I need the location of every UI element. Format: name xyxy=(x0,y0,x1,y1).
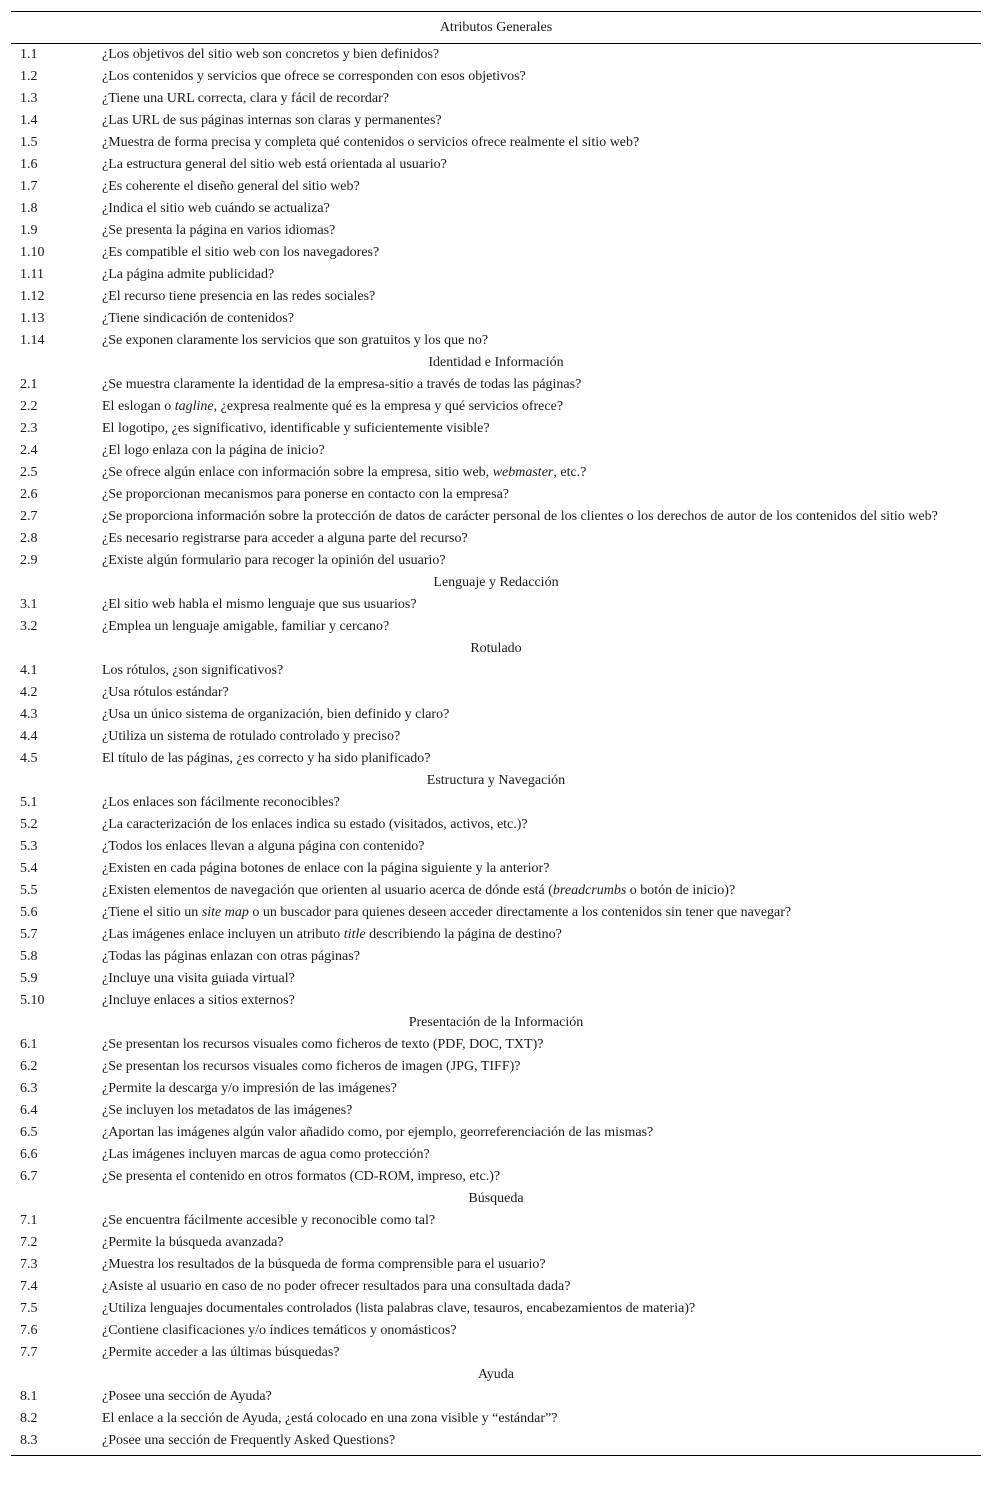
item-question xyxy=(102,111,981,131)
item-number: 1.13 xyxy=(20,311,45,326)
item-number: 2.9 xyxy=(20,553,38,568)
section-title: Rotulado xyxy=(470,641,522,656)
item-number: 1.12 xyxy=(20,289,45,304)
table-row xyxy=(11,286,981,308)
question-text: o un buscador para quienes deseen acceder directamente a los contenidos sin tener que navegar? xyxy=(248,905,792,920)
item-question xyxy=(102,1321,981,1341)
question-text: ¿Se ofrece algún enlace con información sobre la empresa, sitio web, xyxy=(102,465,493,480)
table-row xyxy=(11,1408,981,1430)
section-title: Identidad e Información xyxy=(428,355,564,370)
table-row xyxy=(11,1122,981,1144)
table-row xyxy=(11,110,981,132)
table-row xyxy=(11,66,981,88)
question-term: breadcrumbs xyxy=(552,883,627,898)
question-text: ¿Tiene sindicación de contenidos? xyxy=(102,311,294,326)
question-text: ¿Contiene clasificaciones y/o índices temáticos y onomásticos? xyxy=(102,1323,457,1338)
question-text: ¿Usa un único sistema de organización, bien definido y claro? xyxy=(102,707,450,722)
item-number: 6.3 xyxy=(20,1081,38,1096)
item-question xyxy=(102,617,981,637)
table-row xyxy=(11,1078,981,1100)
item-question xyxy=(102,1211,981,1231)
question-text: ¿Se proporcionan mecanismos para ponerse en contacto con la empresa? xyxy=(102,487,509,502)
item-number: 6.2 xyxy=(20,1059,38,1074)
question-text: ¿Las imágenes enlace incluyen un atributo xyxy=(102,927,344,942)
item-number: 3.1 xyxy=(20,597,38,612)
item-question xyxy=(102,991,981,1011)
item-question xyxy=(102,1101,981,1121)
table-row xyxy=(11,396,981,418)
table-row xyxy=(11,418,981,440)
item-number: 6.1 xyxy=(20,1037,38,1052)
item-number: 6.7 xyxy=(20,1169,38,1184)
item-question xyxy=(102,265,981,285)
item-question xyxy=(102,727,981,747)
question-text: El enlace a la sección de Ayuda, ¿está colocado en una zona visible y “estándar”? xyxy=(102,1411,558,1426)
item-number: 1.6 xyxy=(20,157,38,172)
item-number: 8.1 xyxy=(20,1389,38,1404)
question-term: site map xyxy=(201,905,249,920)
question-text: ¿Tiene una URL correcta, clara y fácil de recordar? xyxy=(102,91,389,106)
question-text: ¿Utiliza lenguajes documentales controlados (lista palabras clave, tesauros, encabezamientos de materia)? xyxy=(102,1301,696,1316)
item-question xyxy=(102,903,981,923)
question-text: El título de las páginas, ¿es correcto y ha sido planificado? xyxy=(102,751,431,766)
table-row xyxy=(11,198,981,220)
section-title: Lenguaje y Redacción xyxy=(433,575,559,590)
item-question xyxy=(102,309,981,329)
item-question xyxy=(102,199,981,219)
question-text: ¿Se presentan los recursos visuales como ficheros de texto (PDF, DOC, TXT)? xyxy=(102,1037,544,1052)
table-row xyxy=(11,704,981,726)
table-row xyxy=(11,220,981,242)
question-text: , ¿expresa realmente qué es la empresa y qué servicios ofrece? xyxy=(213,399,564,414)
item-question xyxy=(102,1145,981,1165)
question-text: ¿La estructura general del sitio web está orientada al usuario? xyxy=(102,157,447,172)
question-text: ¿Las URL de sus páginas internas son claras y permanentes? xyxy=(102,113,442,128)
item-question xyxy=(102,1057,981,1077)
table-row xyxy=(11,88,981,110)
item-number: 5.6 xyxy=(20,905,38,920)
item-question xyxy=(102,397,981,417)
question-text: ¿Es necesario registrarse para acceder a alguna parte del recurso? xyxy=(102,531,468,546)
table-row xyxy=(11,682,981,704)
item-number: 1.8 xyxy=(20,201,38,216)
item-question xyxy=(102,1343,981,1363)
item-question xyxy=(102,661,981,681)
section-title: Ayuda xyxy=(477,1367,515,1382)
item-question xyxy=(102,529,981,549)
item-number: 4.1 xyxy=(20,663,38,678)
section-title: Estructura y Navegación xyxy=(426,773,566,788)
table-row xyxy=(11,748,981,770)
question-text: ¿Es coherente el diseño general del sitio web? xyxy=(102,179,360,194)
table-row xyxy=(11,1144,981,1166)
question-text: ¿Asiste al usuario en caso de no poder ofrecer resultados para una consultada dada? xyxy=(102,1279,571,1294)
table-row xyxy=(11,528,981,550)
table-row xyxy=(11,506,981,528)
table-row xyxy=(11,836,981,858)
questionnaire-table xyxy=(11,11,981,1456)
table-row xyxy=(11,726,981,748)
question-text: ¿Tiene el sitio un xyxy=(102,905,202,920)
item-question xyxy=(102,441,981,461)
table-row xyxy=(11,132,981,154)
table-row xyxy=(11,1056,981,1078)
item-question xyxy=(102,1167,981,1187)
question-text: ¿Se presentan los recursos visuales como ficheros de imagen (JPG, TIFF)? xyxy=(102,1059,521,1074)
table-row xyxy=(11,902,981,924)
item-question xyxy=(102,969,981,989)
section-title: Presentación de la Información xyxy=(408,1015,584,1030)
table-body xyxy=(11,44,981,1455)
item-number: 7.4 xyxy=(20,1279,38,1294)
item-number: 6.6 xyxy=(20,1147,38,1162)
section-title: Búsqueda xyxy=(468,1191,524,1206)
item-question xyxy=(102,1233,981,1253)
item-number: 5.5 xyxy=(20,883,38,898)
item-number: 1.2 xyxy=(20,69,38,84)
item-number: 5.4 xyxy=(20,861,38,876)
question-text: ¿Los objetivos del sitio web son concretos y bien definidos? xyxy=(102,47,440,62)
item-question xyxy=(102,67,981,87)
item-number: 1.14 xyxy=(20,333,45,348)
table-row xyxy=(11,880,981,902)
question-term: webmaster xyxy=(492,465,554,480)
table-row xyxy=(11,176,981,198)
table-row xyxy=(11,1034,981,1056)
table-row xyxy=(11,1210,981,1232)
question-text: describiendo la página de destino? xyxy=(365,927,562,942)
item-number: 2.6 xyxy=(20,487,38,502)
table-row xyxy=(11,1430,981,1455)
question-text: ¿Existen en cada página botones de enlace con la página siguiente y la anterior? xyxy=(102,861,550,876)
item-number: 1.9 xyxy=(20,223,38,238)
question-text: o botón de inicio)? xyxy=(626,883,736,898)
item-question xyxy=(102,793,981,813)
table-row xyxy=(11,1232,981,1254)
item-number: 2.3 xyxy=(20,421,38,436)
item-question xyxy=(102,925,981,945)
question-text: ¿Se incluyen los metadatos de las imágenes? xyxy=(102,1103,353,1118)
question-text: ¿Se exponen claramente los servicios que son gratuitos y los que no? xyxy=(102,333,489,348)
table-row xyxy=(11,374,981,396)
item-number: 5.1 xyxy=(20,795,38,810)
item-question xyxy=(102,1277,981,1297)
bottom-rule xyxy=(11,1455,981,1456)
table-row xyxy=(11,990,981,1012)
table-row xyxy=(11,330,981,352)
question-text: ¿Posee una sección de Ayuda? xyxy=(102,1389,272,1404)
item-question xyxy=(102,287,981,307)
item-number: 4.3 xyxy=(20,707,38,722)
question-text: ¿Posee una sección de Frequently Asked Questions? xyxy=(102,1433,396,1448)
item-question xyxy=(102,947,981,967)
table-row xyxy=(11,594,981,616)
item-question xyxy=(102,1123,981,1143)
item-question xyxy=(102,1255,981,1275)
item-question xyxy=(102,595,981,615)
question-text: ¿La página admite publicidad? xyxy=(102,267,275,282)
question-text: ¿Se presenta la página en varios idiomas? xyxy=(102,223,336,238)
question-text: Los rótulos, ¿son significativos? xyxy=(102,663,284,678)
question-text: ¿Muestra de forma precisa y completa qué contenidos o servicios ofrece realmente el sitio web? xyxy=(102,135,640,150)
question-text: ¿Incluye enlaces a sitios externos? xyxy=(102,993,295,1008)
item-number: 1.3 xyxy=(20,91,38,106)
question-text: El logotipo, ¿es significativo, identificable y suficientemente visible? xyxy=(102,421,490,436)
question-text: ¿El recurso tiene presencia en las redes sociales? xyxy=(102,289,376,304)
item-question xyxy=(102,1409,981,1429)
table-row xyxy=(11,1254,981,1276)
item-question xyxy=(102,815,981,835)
item-question xyxy=(102,1299,981,1319)
item-question xyxy=(102,705,981,725)
table-row xyxy=(11,924,981,946)
table-row xyxy=(11,616,981,638)
question-text: ¿El sitio web habla el mismo lenguaje que sus usuarios? xyxy=(102,597,417,612)
item-question xyxy=(102,375,981,395)
item-number: 6.5 xyxy=(20,1125,38,1140)
question-text: ¿Aportan las imágenes algún valor añadido como, por ejemplo, georreferenciación de las mismas? xyxy=(102,1125,654,1140)
question-text: ¿Los enlaces son fácilmente reconocibles? xyxy=(102,795,340,810)
table-row xyxy=(11,550,981,572)
item-question xyxy=(102,837,981,857)
item-number: 1.5 xyxy=(20,135,38,150)
item-number: 5.10 xyxy=(20,993,45,1008)
question-text: ¿Se presenta el contenido en otros formatos (CD-ROM, impreso, etc.)? xyxy=(102,1169,501,1184)
item-number: 7.1 xyxy=(20,1213,38,1228)
item-number: 2.8 xyxy=(20,531,38,546)
table-row xyxy=(11,1320,981,1342)
table-row xyxy=(11,154,981,176)
item-number: 5.3 xyxy=(20,839,38,854)
item-number: 2.1 xyxy=(20,377,38,392)
table-row xyxy=(11,1100,981,1122)
question-text: ¿Se encuentra fácilmente accesible y reconocible como tal? xyxy=(102,1213,436,1228)
question-text: ¿Todas las páginas enlazan con otras páginas? xyxy=(102,949,360,964)
question-text: ¿Incluye una visita guiada virtual? xyxy=(102,971,295,986)
item-question xyxy=(102,463,981,483)
item-question xyxy=(102,89,981,109)
question-text: ¿Se proporciona información sobre la protección de datos de carácter personal de los clientes o los derechos de autor de los contenidos del sitio web? xyxy=(102,509,938,524)
table-row xyxy=(11,242,981,264)
item-number: 7.6 xyxy=(20,1323,38,1338)
question-text: ¿Emplea un lenguaje amigable, familiar y cercano? xyxy=(102,619,390,634)
table-row xyxy=(11,264,981,286)
item-number: 8.2 xyxy=(20,1411,38,1426)
item-number: 7.2 xyxy=(20,1235,38,1250)
item-number: 5.7 xyxy=(20,927,38,942)
item-number: 1.10 xyxy=(20,245,45,260)
question-text: ¿Todos los enlaces llevan a alguna página con contenido? xyxy=(102,839,425,854)
table-row xyxy=(11,792,981,814)
table-row xyxy=(11,484,981,506)
question-text: ¿Se muestra claramente la identidad de la empresa-sitio a través de todas las páginas? xyxy=(102,377,582,392)
table-row xyxy=(11,308,981,330)
table-row xyxy=(11,1276,981,1298)
table-row xyxy=(11,968,981,990)
item-question xyxy=(102,683,981,703)
item-number: 7.3 xyxy=(20,1257,38,1272)
question-text: El eslogan o xyxy=(102,399,175,414)
item-number: 8.3 xyxy=(20,1433,38,1448)
item-number: 6.4 xyxy=(20,1103,38,1118)
item-number: 4.5 xyxy=(20,751,38,766)
item-number: 5.8 xyxy=(20,949,38,964)
item-question xyxy=(102,221,981,241)
question-text: ¿Permite la descarga y/o impresión de las imágenes? xyxy=(102,1081,397,1096)
item-number: 4.2 xyxy=(20,685,38,700)
item-number: 1.7 xyxy=(20,179,38,194)
item-number: 2.7 xyxy=(20,509,38,524)
table-header: Atributos Generales xyxy=(439,20,553,35)
item-number: 5.2 xyxy=(20,817,38,832)
question-text: ¿Es compatible el sitio web con los navegadores? xyxy=(102,245,380,260)
item-number: 2.4 xyxy=(20,443,38,458)
item-question xyxy=(102,507,981,527)
question-text: ¿Indica el sitio web cuándo se actualiza? xyxy=(102,201,330,216)
item-number: 1.4 xyxy=(20,113,38,128)
item-question xyxy=(102,133,981,153)
item-question xyxy=(102,1079,981,1099)
item-question xyxy=(102,881,981,901)
item-number: 4.4 xyxy=(20,729,38,744)
item-number: 2.5 xyxy=(20,465,38,480)
item-question xyxy=(102,1387,981,1407)
question-text: ¿Las imágenes incluyen marcas de agua como protección? xyxy=(102,1147,430,1162)
table-row xyxy=(11,1298,981,1320)
question-term: tagline xyxy=(174,399,214,414)
item-number: 5.9 xyxy=(20,971,38,986)
table-row xyxy=(11,1166,981,1188)
table-row xyxy=(11,44,981,66)
question-text: ¿Utiliza un sistema de rotulado controlado y preciso? xyxy=(102,729,401,744)
item-question xyxy=(102,243,981,263)
item-number: 2.2 xyxy=(20,399,38,414)
table-row xyxy=(11,858,981,880)
item-number: 1.1 xyxy=(20,47,38,62)
item-question xyxy=(102,155,981,175)
question-text: ¿Usa rótulos estándar? xyxy=(102,685,229,700)
question-text: ¿El logo enlaza con la página de inicio? xyxy=(102,443,325,458)
item-number: 7.5 xyxy=(20,1301,38,1316)
table-row xyxy=(11,440,981,462)
question-text: ¿Existen elementos de navegación que orienten al usuario acerca de dónde está ( xyxy=(102,883,553,898)
item-question xyxy=(102,749,981,769)
item-question xyxy=(102,859,981,879)
item-question xyxy=(102,1431,981,1451)
question-text: ¿Muestra los resultados de la búsqueda de forma comprensible para el usuario? xyxy=(102,1257,546,1272)
table-row xyxy=(11,946,981,968)
question-term: title xyxy=(343,927,366,942)
table-row xyxy=(11,660,981,682)
question-text: ¿Permite acceder a las últimas búsquedas? xyxy=(102,1345,340,1360)
question-text: ¿La caracterización de los enlaces indica su estado (visitados, activos, etc.)? xyxy=(102,817,528,832)
item-number: 3.2 xyxy=(20,619,38,634)
item-question xyxy=(102,1035,981,1055)
item-question xyxy=(102,177,981,197)
item-question xyxy=(102,419,981,439)
question-text: , etc.? xyxy=(553,465,587,480)
table-row xyxy=(11,814,981,836)
item-number: 7.7 xyxy=(20,1345,38,1360)
question-text: ¿Permite la búsqueda avanzada? xyxy=(102,1235,284,1250)
table-row xyxy=(11,1386,981,1408)
table-row xyxy=(11,1342,981,1364)
item-number: 1.11 xyxy=(20,267,44,282)
question-text: ¿Los contenidos y servicios que ofrece se corresponden con esos objetivos? xyxy=(102,69,526,84)
item-question xyxy=(102,331,981,351)
item-question xyxy=(102,551,981,571)
question-text: ¿Existe algún formulario para recoger la opinión del usuario? xyxy=(102,553,446,568)
table-row xyxy=(11,462,981,484)
item-question xyxy=(102,45,981,65)
item-question xyxy=(102,485,981,505)
